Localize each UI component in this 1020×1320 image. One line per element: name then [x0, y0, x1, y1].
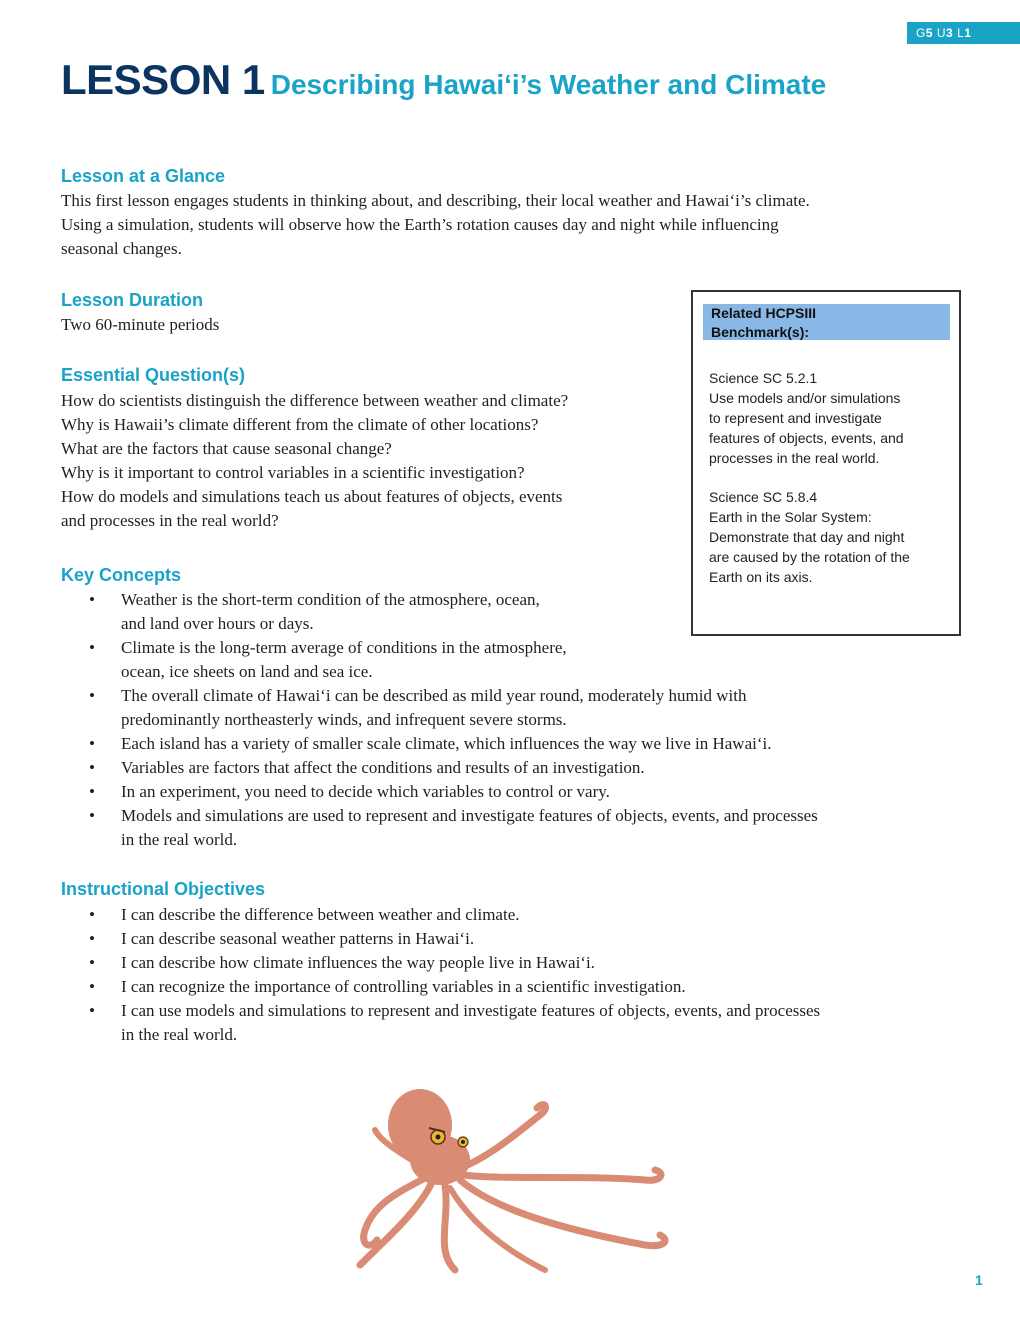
lesson-number: LESSON 1 — [61, 56, 265, 103]
lesson-title: Describing Hawai‘i’s Weather and Climate — [270, 69, 827, 100]
question-line: Why is Hawaii’s climate different from the climate of other locations? — [61, 415, 539, 434]
list-item: • I can describe seasonal weather patterns in Hawai‘i. — [61, 927, 820, 951]
bullet-icon: • — [89, 638, 95, 657]
list-item: • In an experiment, you need to decide which variables to control or vary. — [61, 780, 818, 804]
bullet-icon: • — [89, 686, 95, 705]
bullet-icon: • — [89, 905, 95, 924]
unit-tag: G5 U3 L1 — [907, 22, 1020, 44]
bullet-icon: • — [89, 590, 95, 609]
question-line: Why is it important to control variables in a scientific investigation? — [61, 463, 525, 482]
page-number: 1 — [975, 1272, 983, 1288]
essential-heading: Essential Question(s) — [61, 365, 246, 385]
list-item: • Each island has a variety of smaller scale climate, which influences the way we live in Hawai‘i. — [61, 732, 818, 756]
benchmark-block: Science SC 5.2.1 Use models and/or simulations to represent and investigate features of objects, events, and processes in the real world. — [709, 370, 904, 466]
glance-heading: Lesson at a Glance — [61, 166, 226, 186]
list-item: • I can recognize the importance of controlling variables in a scientific investigation. — [61, 975, 820, 999]
key-concepts-heading: Key Concepts — [61, 565, 182, 585]
list-item: • I can use models and simulations to represent and investigate features of objects, events, and processes in the real world. — [89, 1001, 821, 1044]
list-item: • Climate is the long-term average of conditions in the atmosphere, ocean, ice sheets on land and sea ice. — [89, 638, 567, 681]
bullet-icon: • — [89, 782, 95, 801]
sidebar-heading: Related HCPSIII Benchmark(s): — [703, 304, 950, 340]
glance-line: This first lesson engages students in thinking about, and describing, their local weather and Hawai‘i’s climate. — [61, 191, 810, 210]
bullet-icon: • — [89, 758, 95, 777]
octopus-illustration — [345, 1080, 685, 1280]
question-line: and processes in the real world? — [61, 511, 279, 530]
question-line: How do models and simulations teach us about features of objects, events — [61, 487, 563, 506]
duration-text: Two 60-minute periods — [61, 315, 220, 334]
bullet-icon: • — [89, 953, 95, 972]
benchmark-block: Science SC 5.8.4 Earth in the Solar System: Demonstrate that day and night are caused by the rotation of the Earth on its axis. — [709, 489, 910, 585]
question-line: How do scientists distinguish the difference between weather and climate? — [61, 391, 569, 410]
glance-text — [61, 189, 810, 261]
list-item: • I can describe how climate influences the way people live in Hawai‘i. — [61, 951, 820, 975]
list-item: • I can describe the difference between weather and climate. — [61, 903, 820, 927]
page-title — [61, 56, 826, 104]
glance-line: Using a simulation, students will observe how the Earth’s rotation causes day and night while influencing — [61, 215, 779, 234]
question-line: What are the factors that cause seasonal change? — [61, 439, 392, 458]
bullet-icon: • — [89, 929, 95, 948]
duration-heading: Lesson Duration — [61, 290, 204, 310]
glance-line: seasonal changes. — [61, 239, 182, 258]
bullet-icon: • — [89, 806, 95, 825]
essential-questions — [61, 389, 568, 533]
objectives-list — [61, 903, 820, 1047]
bullet-icon: • — [89, 734, 95, 753]
list-item: • The overall climate of Hawai‘i can be described as mild year round, moderately humid with predominantly northeasterly winds, and infrequent severe storms. — [89, 686, 747, 729]
bullet-icon: • — [89, 977, 95, 996]
benchmark-sidebar — [691, 290, 961, 636]
objectives-heading: Instructional Objectives — [61, 879, 266, 899]
bullet-icon: • — [89, 1001, 95, 1020]
list-item: • Models and simulations are used to represent and investigate features of objects, events, and processes in the real world. — [89, 806, 818, 849]
list-item: • Weather is the short-term condition of the atmosphere, ocean, and land over hours or days. — [89, 590, 540, 633]
list-item: • Variables are factors that affect the conditions and results of an investigation. — [61, 756, 818, 780]
